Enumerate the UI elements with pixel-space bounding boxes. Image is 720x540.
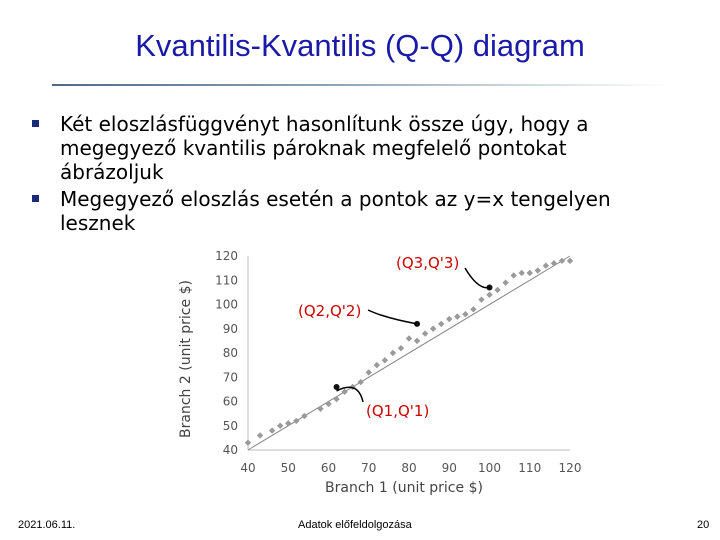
data-point: [494, 287, 500, 293]
page-number: 20: [697, 519, 710, 531]
y-tick-label: 60: [222, 394, 238, 409]
x-tick-label: 70: [361, 461, 377, 475]
bullet-text: Megegyező eloszlás esetén a pontok az y=x tengelyen lesznek: [60, 187, 611, 235]
y-tick-label: 110: [215, 273, 238, 288]
data-point: [277, 423, 283, 429]
data-point: [422, 330, 428, 336]
data-point: [486, 292, 492, 298]
data-point: [301, 413, 307, 419]
y-tick-label: 120: [215, 249, 238, 263]
data-point: [382, 357, 388, 363]
data-point: [366, 369, 372, 375]
y-tick-label: 70: [222, 370, 238, 385]
x-tick-label: 50: [280, 461, 296, 475]
data-point: [551, 260, 557, 266]
data-point: [285, 420, 291, 426]
data-point: [325, 401, 331, 407]
x-tick-label: 40: [240, 461, 256, 475]
data-point: [438, 321, 444, 327]
data-point: [519, 270, 525, 276]
y-tick-label: 80: [222, 346, 238, 360]
x-tick-label: 60: [320, 461, 337, 475]
data-point: [462, 311, 468, 317]
data-point: [414, 338, 420, 344]
data-point: [293, 418, 299, 424]
x-tick-label: 80: [401, 461, 417, 475]
q1-label: (Q1,Q'1): [366, 402, 430, 420]
data-point: [454, 313, 460, 319]
y-tick-label: 100: [215, 297, 238, 312]
data-point: [535, 267, 541, 273]
data-point: [543, 263, 549, 269]
data-point: [510, 272, 516, 278]
footer-date: 2021.06.11.: [18, 519, 76, 531]
data-point: [390, 350, 396, 356]
x-tick-label: 110: [518, 461, 542, 475]
data-point: [358, 379, 364, 385]
data-point: [478, 296, 484, 302]
y-tick-label: 90: [222, 321, 238, 336]
quantile-point: [334, 384, 340, 390]
data-point: [317, 406, 323, 412]
data-point: [398, 345, 404, 351]
q2-label: (Q2,Q'2): [298, 302, 362, 320]
slide-title: Kvantilis-Kvantilis (Q-Q) diagram: [135, 28, 585, 63]
data-point: [257, 432, 263, 438]
y-tick-label: 40: [222, 443, 238, 457]
data-point: [559, 258, 565, 264]
data-point: [406, 335, 412, 341]
data-point: [245, 440, 251, 446]
data-point: [470, 306, 476, 312]
bullet-text: Két eloszlásfüggvényt hasonlítunk össze úgy, hogy a megegyező kvantilis pároknak megfelelő pontokat ábrázoljuk: [60, 112, 589, 184]
quantile-arrow: [465, 268, 490, 288]
data-point: [269, 427, 275, 433]
data-point: [446, 316, 452, 322]
y-tick-label: 50: [222, 418, 238, 433]
footer-title: Adatok előfeldolgozása: [298, 519, 412, 531]
data-point: [567, 258, 573, 264]
quantile-arrow: [368, 310, 417, 324]
x-axis-title: Branch 1 (unit price $): [325, 480, 483, 496]
data-point: [341, 389, 347, 395]
y-axis-title: Branch 2 (unit price $): [178, 280, 194, 438]
data-point: [430, 326, 436, 332]
data-point: [527, 270, 533, 276]
x-tick-label: 90: [441, 461, 457, 475]
data-point: [374, 362, 380, 368]
x-tick-label: 100: [478, 461, 501, 475]
x-tick-label: 120: [558, 461, 582, 475]
data-point: [502, 279, 508, 285]
q3-label: (Q3,Q'3): [396, 254, 460, 272]
data-point: [333, 396, 339, 402]
